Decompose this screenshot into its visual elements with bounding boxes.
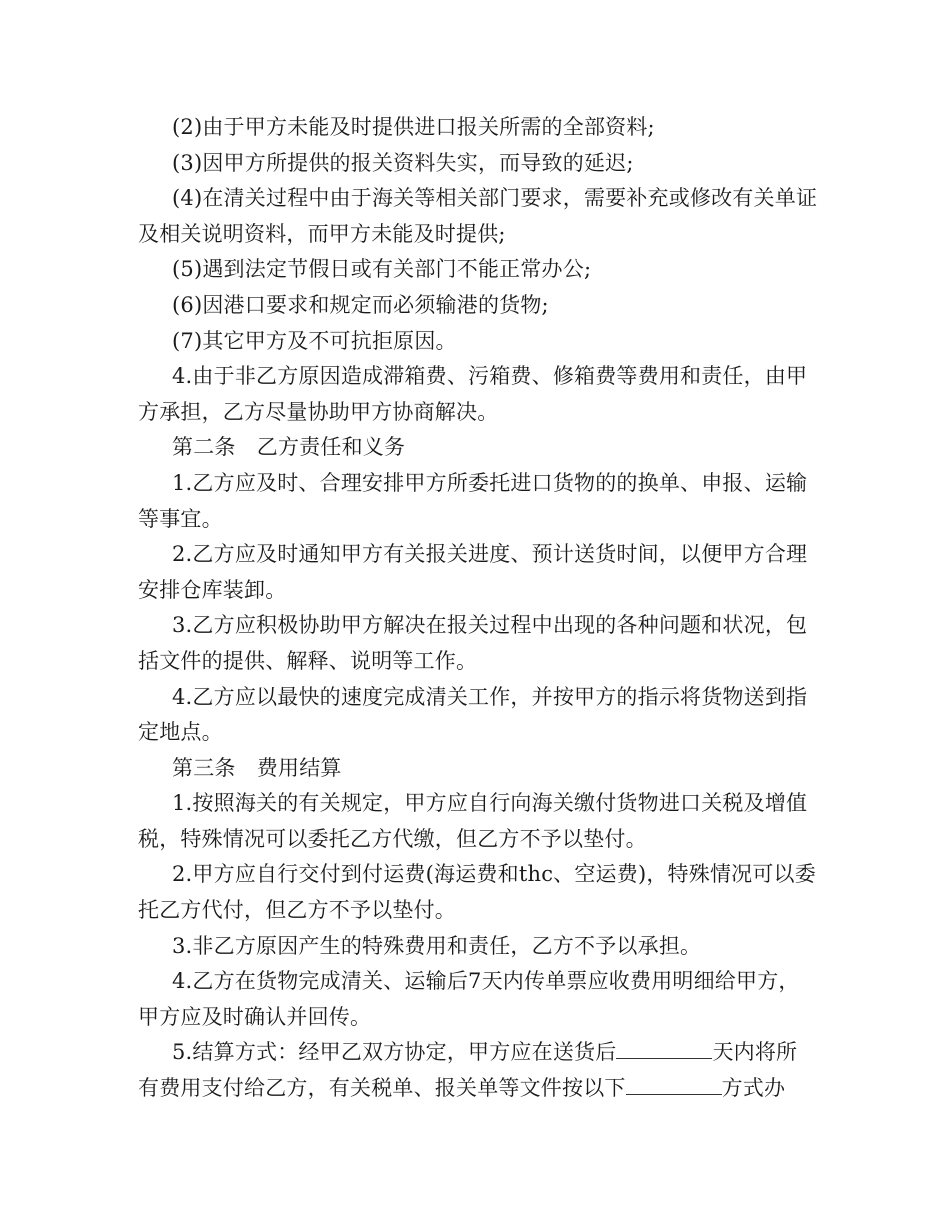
section-heading: 第二条 乙方责任和义务	[172, 435, 406, 460]
paragraph: 4.由于非乙方原因造成滞箱费、污箱费、修箱费等费用和责任，由甲方承担，乙方尽量协助甲方协商解决。	[138, 364, 808, 424]
paragraph: (7)其它甲方及不可抗拒原因。	[172, 328, 457, 353]
section-heading: 第三条 费用结算	[172, 755, 342, 780]
paragraph: 2.甲方应自行交付到付运费(海运费和thc、空运费)，特殊情况可以委托乙方代付，但乙方不予以垫付。	[138, 862, 816, 923]
paragraph: 4.乙方在货物完成清关、运输后7天内传单票应收费用明细给甲方，甲方应及时确认并回传。	[138, 969, 800, 1029]
fill-in-blank-method[interactable]	[626, 1072, 722, 1095]
paragraph: 4.乙方应以最快的速度完成清关工作，并按甲方的指示将货物送到指定地点。	[138, 684, 808, 745]
settlement-paragraph	[138, 1035, 818, 1106]
paragraph: 1.按照海关的有关规定，甲方应自行向海关缴付货物进口关税及增值税，特殊情况可以委托乙方代缴，但乙方不予以垫付。	[138, 791, 808, 851]
paragraph: (4)在清关过程中由于海关等相关部门要求，需要补充或修改有关单证及相关说明资料，而甲方未能及时提供;	[138, 186, 818, 246]
settlement-text-part3: 方式办	[721, 1076, 786, 1101]
fill-in-blank-days[interactable]	[616, 1036, 712, 1059]
paragraph: (2)由于甲方未能及时提供进口报关所需的全部资料;	[172, 115, 655, 139]
settlement-text-part1: 5.结算方式：经甲乙双方协定，甲方应在送货后	[172, 1040, 617, 1065]
paragraph: (5)遇到法定节假日或有关部门不能正常办公;	[172, 257, 592, 282]
contract-body	[138, 110, 818, 1107]
paragraph: 2.乙方应及时通知甲方有关报关进度、预计送货时间，以便甲方合理安排仓库装卸。	[138, 542, 808, 602]
settlement-text-part2: 天内将所有费用支付给乙方，有关税单、报关单等文件按以下	[138, 1040, 798, 1101]
paragraph: 1.乙方应及时、合理安排甲方所委托进口货物的的换单、申报、运输等事宜。	[138, 470, 808, 531]
paragraph: (3)因甲方所提供的报关资料失实，而导致的延迟;	[172, 150, 634, 175]
paragraph: 3.非乙方原因产生的特殊费用和责任，乙方不予以承担。	[172, 933, 702, 958]
paragraph: 3.乙方应积极协助甲方解决在报关过程中出现的各种问题和状况，包括文件的提供、解释、说明等工作。	[138, 613, 808, 673]
paragraph: (6)因港口要求和规定而必须输港的货物;	[172, 292, 549, 317]
